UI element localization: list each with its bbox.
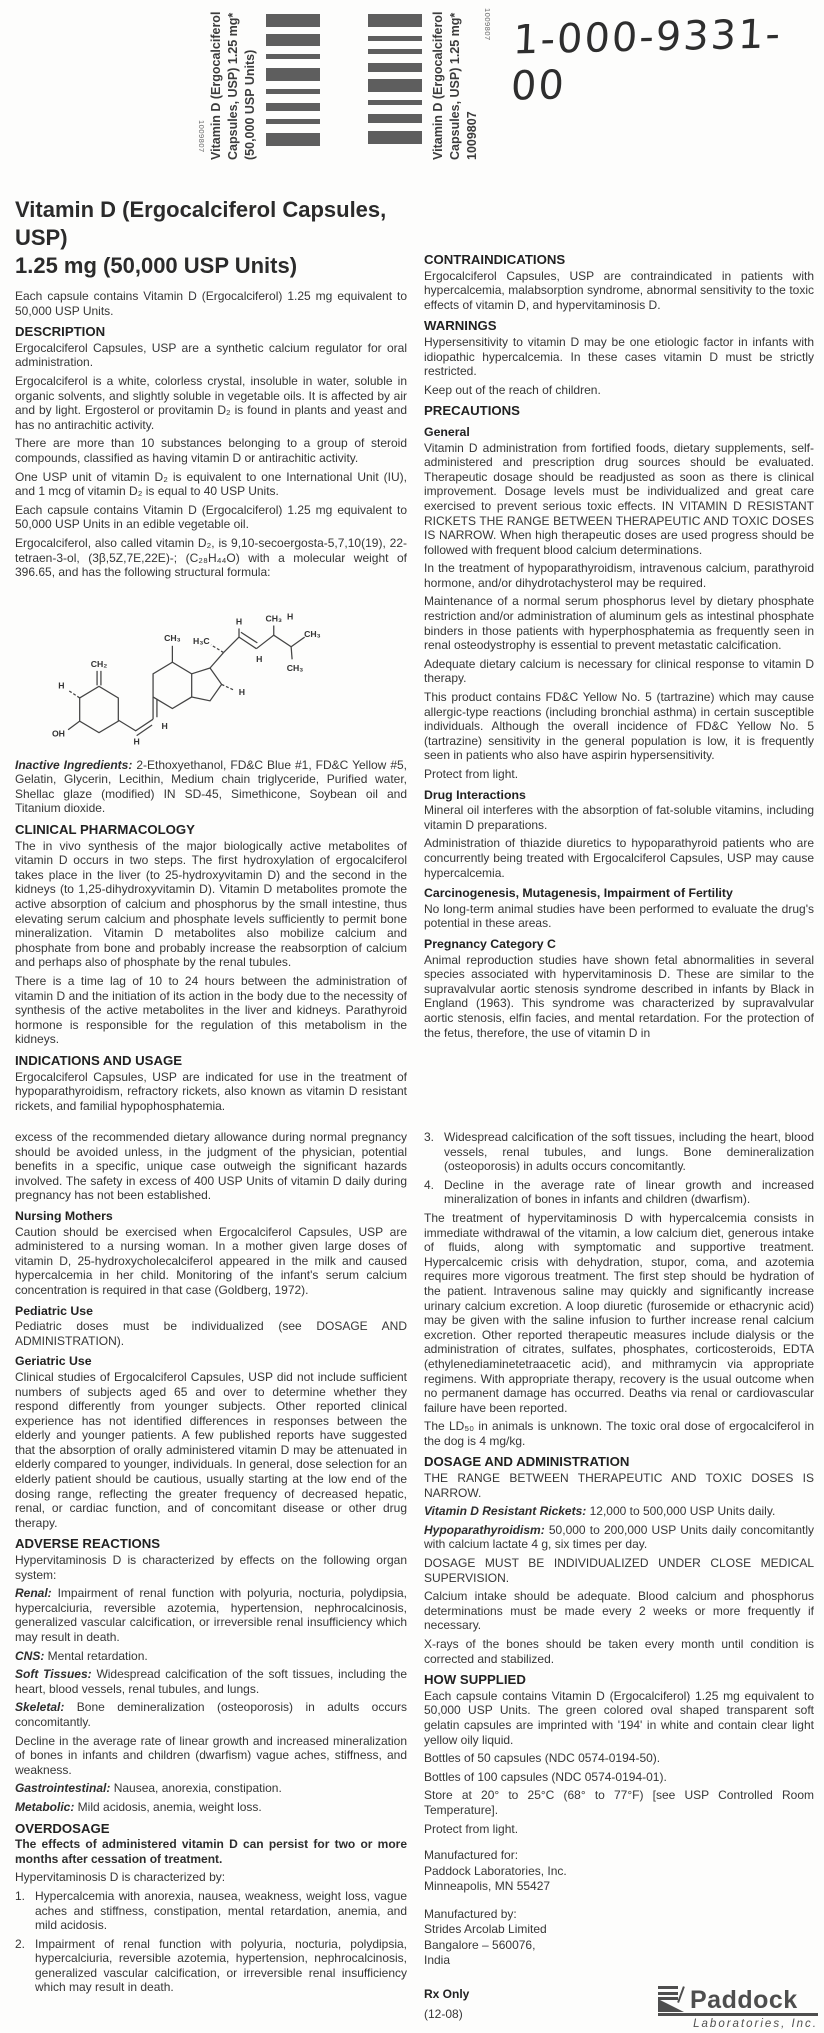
barcode-icon xyxy=(368,14,422,144)
formula-label: H xyxy=(256,653,263,664)
list-number: 2. xyxy=(15,1936,26,1951)
metabolic-text: Mild acidosis, anemia, weight loss. xyxy=(74,1799,262,1814)
description-paragraph: Ergocalciferol, also called vitamin D₂, is 9,10-secoergosta-5,7,10(19), 22-tetraen-3-ol, (3β,5Z,7E,22E)-; (C₂₈H₄₄O) with a molecular weight of 396.65, and has the following structural formula: xyxy=(15,535,407,580)
gastrointestinal-label: Gastrointestinal: xyxy=(15,1781,111,1796)
protect-from-light-note: Protect from light. xyxy=(424,767,519,781)
manufactured-by-city: Bangalore – 560076, xyxy=(424,1937,536,1952)
list-text: Decline in the average rate of linear growth and increased mineralization of bones in infants and children (dwarfism). xyxy=(444,1177,814,1207)
formula-label: H₃C xyxy=(193,635,210,646)
gastrointestinal-text: Nausea, anorexia, constipation. xyxy=(110,1781,282,1796)
hypoparathyroidism-label: Hypoparathyroidism: xyxy=(424,1522,545,1537)
description-paragraph: Each capsule contains Vitamin D (Ergocalciferol) 1.25 mg equivalent to 50,000 USP Units in an edible vegetable oil. xyxy=(15,502,407,532)
drug-interactions-paragraph: Mineral oil interferes with the absorption of fat-soluble vitamins, including vitamin D preparations. xyxy=(424,803,814,832)
soft-tissues-label: Soft Tissues: xyxy=(15,1667,92,1682)
section-heading-how-supplied: HOW SUPPLIED xyxy=(424,1672,526,1688)
list-item xyxy=(15,1937,407,1995)
description-paragraph: One USP unit of vitamin D₂ is equivalent to one International Unit (IU), and 1 mcg of vitamin D₂ is equal to 40 USP Units. xyxy=(15,469,407,499)
geriatric-paragraph: Clinical studies of Ergocalciferol Capsules, USP did not include sufficient numbers of subjects aged 65 and over to determine whether they respond differently from younger subjects. Other reported clinical experience has not identified differences in responses between the elderly and younger patients. A few published reports have suggested that the absorption of orally administered vitamin D may be attenuated in elderly compared to younger, individuals. In general, dose selection for an elderly patient should be cautious, usually starting at the low end of the dosing range, reflecting the greater frequency of decreased hepatic, renal, or cardiac function, and of concomitant disease or other drug therapy. xyxy=(15,1369,407,1530)
how-supplied-paragraph: Bottles of 100 capsules (NDC 0574-0194-01). xyxy=(424,1769,667,1784)
cns-label: CNS: xyxy=(15,1648,45,1663)
cns-text: Mental retardation. xyxy=(44,1648,148,1663)
rickets-label: Vitamin D Resistant Rickets: xyxy=(424,1504,587,1519)
adverse-metabolic-paragraph xyxy=(15,1800,407,1815)
side-label-line: Vitamin D (Ergocalciferol xyxy=(209,11,223,160)
precautions-paragraph: This product contains FD&C Yellow No. 5 (tartrazine) which may cause allergic-type reactions (including bronchial asthma) in certain susceptible individuals. Although the overall incidence of FD&C Yellow No. 5 (tartrazine) sensitivity in the general population is low, it is frequently seen in patients who also have aspirin hypersensitivity. xyxy=(424,690,814,763)
paddock-logo-top xyxy=(658,1986,818,2016)
nursing-paragraph: Caution should be exercised when Ergocalciferol Capsules, USP are administered to a nursing woman. In a mother given large doses of vitamin D, 25-hydroxycholecalciferol appeared in the milk and caused hypercalcemia in her child. Monitoring of the infant's serum calcium concentration is required in that case (Goldberg, 1972). xyxy=(15,1224,407,1297)
metabolic-label: Metabolic: xyxy=(15,1799,75,1814)
overdosage-ld50-paragraph: The LD₅₀ in animals is unknown. The toxic oral dose of ergocalciferol in the dog is 4 mg/kg. xyxy=(424,1419,814,1448)
overdosage-paragraph: Hypervitaminosis D is characterized by: xyxy=(15,1870,226,1885)
section-heading-warnings: WARNINGS xyxy=(424,318,497,334)
section-heading-indications: INDICATIONS AND USAGE xyxy=(15,1052,183,1068)
dosage-paragraph: DOSAGE MUST BE INDIVIDUALIZED UNDER CLOSE MEDICAL SUPERVISION. xyxy=(424,1556,814,1585)
list-number: 4. xyxy=(424,1177,435,1192)
flask-icon xyxy=(658,1986,690,2012)
adverse-cns-paragraph xyxy=(15,1649,407,1664)
formula-label: OH xyxy=(51,728,65,739)
section-heading-adverse-reactions: ADVERSE REACTIONS xyxy=(15,1536,161,1552)
column-upper-right xyxy=(424,246,814,1044)
subheading-drug-interactions: Drug Interactions xyxy=(424,787,526,802)
pregnancy-paragraph: Animal reproduction studies have shown fetal abnormalities in several species associated with hypervitaminosis D. These are similar to the supravalvular aortic stenosis syndrome described in infants by Black in England (1963). This syndrome was characterized by supravalvular aortic stenosis, elfin facies, and mental retardation. For the protection of the fetus, therefore, the use of vitamin D in xyxy=(424,952,814,1040)
section-heading-description: DESCRIPTION xyxy=(15,324,106,340)
title-line2: 1.25 mg (50,000 USP Units) xyxy=(15,253,298,278)
manufactured-for-name: Paddock Laboratories, Inc. xyxy=(424,1863,567,1878)
title-line1: Vitamin D (Ergocalciferol Capsules, USP) xyxy=(15,197,387,250)
list-text: Widespread calcification of the soft tissues, including the heart, blood vessels, renal tubules, and lungs. Bone demineralization (osteoporosis) in adults occurs concomitantly. xyxy=(444,1130,814,1174)
adverse-soft-tissues-paragraph xyxy=(15,1667,407,1696)
adverse-skeletal-paragraph xyxy=(15,1700,407,1729)
how-supplied-paragraph: Each capsule contains Vitamin D (Ergocalciferol) 1.25 mg equivalent to 50,000 USP Units. The green colored oval shaped transparent soft gelatin capsules are imprinted with '194' in white and contain clear light yellow oily liquid. xyxy=(424,1688,814,1747)
overdosage-bold-paragraph: The effects of administered vitamin D can persist for two or more months after cessation of treatment. xyxy=(15,1837,407,1866)
dosage-paragraph: X-rays of the bones should be taken every month until condition is corrected and stabilized. xyxy=(424,1637,814,1666)
formula-label: CH₃ xyxy=(304,628,321,639)
structural-formula-figure xyxy=(43,584,407,752)
section-heading-overdosage: OVERDOSAGE xyxy=(15,1820,110,1836)
renal-text: Impairment of renal function with polyuria, nocturia, polydipsia, hypercalciuria, reversible azotemia, hypertension, nephrocalcinosis, generalized vascular calcification, or irreversible renal insufficiency which may result in death. xyxy=(15,1586,407,1644)
column-lower-left xyxy=(15,1130,407,1999)
precautions-paragraph: Vitamin D administration from fortified foods, dietary supplements, self-administered and prescription drug sources should be evaluated. Therapeutic dosage should be readjusted as soon as there is clinical improvement. Dosage levels must be individualized and great care exercised to prevent serious toxic effects. IN VITAMIN D RESISTANT RICKETS THE RANGE BETWEEN THERAPEUTIC AND TOXIC DOSES IS NARROW. When high therapeutic doses are used progress should be followed with frequent blood calcium determinations. xyxy=(424,440,814,557)
side-label-text xyxy=(208,8,259,160)
side-label-text xyxy=(430,8,481,160)
description-paragraph: Ergocalciferol is a white, colorless crystal, insoluble in water, soluble in organic solvents, and slightly soluble in vegetable oils. It is affected by air and by light. Ergosterol or provitamin D₂ is found in plants and yeast and has no antirachitic activity. xyxy=(15,373,407,432)
handwritten-number: 1-000-9331-00 xyxy=(509,11,784,110)
precautions-paragraph: In the treatment of hypoparathyroidism, intravenous calcium, parathyroid hormone, and/or dihydrotachysterol may be required. xyxy=(424,561,814,590)
overdosage-treatment-paragraph: The treatment of hypervitaminosis D with hypercalcemia consists in immediate withdrawal of the vitamin, a low calcium diet, generous intake of fluids, along with symptomatic and supportive treatment. Hypercalcemic crisis with dehydration, stupor, coma, and azotemia requires more vigorous treatment. The first step should be hydration of the patient. Intravenous saline may quickly and significantly increase urinary calcium excretion. A loop diuretic (furosemide or ethacrynic acid) may be given with the saline infusion to further increase renal calcium excretion. Other reported therapeutic measures include dialysis or the administration of citrates, sulfates, phosphates, corticosteroids, EDTA (ethylenediaminetetraacetic acid), and mithramycin via appropriate regimens. With appropriate therapy, recovery is the usual outcome when no permanent damage has occurred. Deaths via renal or cardiovascular failure have been reported. xyxy=(424,1210,814,1415)
pregnancy-continuation-paragraph: excess of the recommended dietary allowance during normal pregnancy should be avoided unless, in the judgment of the physician, potential benefits in a specific, unique case outweigh the significant hazards involved. The safety in excess of 400 USP Units of vitamin D daily during pregnancy has not been established. xyxy=(15,1130,407,1203)
label-code: 1009807 xyxy=(197,120,206,153)
date-code: (12-08) xyxy=(424,2007,463,2022)
subheading-carcinogenesis: Carcinogenesis, Mutagenesis, Impairment of Fertility xyxy=(424,886,733,901)
column-upper-left xyxy=(15,196,407,1117)
side-label-line: 1009807 xyxy=(465,111,479,160)
inactive-ingredients-paragraph xyxy=(15,758,407,816)
dosage-paragraph: THE RANGE BETWEEN THERAPEUTIC AND TOXIC DOSES IS NARROW. xyxy=(424,1471,814,1500)
subheading-general: General xyxy=(424,424,470,439)
inactive-ingredients-text: 2-Ethoxyethanol, FD&C Blue #1, FD&C Yellow #5, Gelatin, Glycerin, Lecithin, Medium chain triglyceride, Purified water, Shellac glaze (modified) IN SD-45, Simethicone, Soybean oil and Titanium dioxide. xyxy=(15,757,407,816)
formula-label: CH₃ xyxy=(265,613,283,624)
subheading-nursing-mothers: Nursing Mothers xyxy=(15,1208,113,1223)
renal-label: Renal: xyxy=(15,1586,52,1601)
skeletal-text: Bone demineralization (osteoporosis) in adults occurs concomitantly. xyxy=(15,1700,407,1729)
subheading-geriatric-use: Geriatric Use xyxy=(15,1354,92,1369)
dosage-rickets-paragraph xyxy=(424,1504,814,1519)
formula-label: H xyxy=(133,735,140,746)
clinical-paragraph: There is a time lag of 10 to 24 hours between the administration of vitamin D and the initiation of its action in the body due to the necessity of synthesis of the active metabolites in the liver and kidneys. Parathyroid hormone is responsible for the regulation of this metabolism in the kidneys. xyxy=(15,974,407,1047)
list-text: Hypercalcemia with anorexia, nausea, weakness, weight loss, vague aches and stiffness, constipation, mental retardation, anemia, and mild acidosis. xyxy=(35,1888,407,1933)
carcinogenesis-paragraph: No long-term animal studies have been performed to evaluate the drug's potential in these areas. xyxy=(424,901,814,931)
precautions-paragraph: Maintenance of a normal serum phosphorus level by dietary phosphate restriction and/or administration of aluminum gels as intestinal phosphate binders in those patients with hyperphosphatemia as frequently seen in renal osteodystrophy is essential to prevent metastatic calcification. xyxy=(424,594,814,653)
logo-company-subtitle: Laboratories, Inc. xyxy=(693,2018,818,2030)
hypoparathyroidism-text: 50,000 to 200,000 USP Units daily concomitantly with calcium lactate 4 g, six times per day. xyxy=(424,1522,814,1552)
protect-from-light-note: Protect from light. xyxy=(424,1821,519,1836)
rx-only-label: Rx Only xyxy=(424,1986,470,2001)
soft-tissues-text: Widespread calcification of the soft tissues, including the heart, blood vessels, renal tubules, and lungs. xyxy=(15,1667,407,1696)
formula-label: H xyxy=(287,611,294,622)
side-label-line: Capsules, USP) 1.25 mg* xyxy=(448,12,462,160)
barcode-icon xyxy=(266,14,320,146)
section-heading-contraindications: CONTRAINDICATIONS xyxy=(424,252,566,267)
subheading-pediatric-use: Pediatric Use xyxy=(15,1303,93,1318)
list-item xyxy=(15,1889,407,1933)
adverse-paragraph: Hypervitaminosis D is characterized by effects on the following organ system: xyxy=(15,1553,407,1582)
pediatric-paragraph: Pediatric doses must be individualized (see DOSAGE AND ADMINISTRATION). xyxy=(15,1319,407,1348)
ergocalciferol-structure-drawing xyxy=(43,584,323,752)
description-paragraph: There are more than 10 substances belonging to a group of steroid compounds, classified as having vitamin D or antirachitic activity. xyxy=(15,436,407,465)
subheading-pregnancy-category-c: Pregnancy Category C xyxy=(424,936,556,951)
section-heading-dosage: DOSAGE AND ADMINISTRATION xyxy=(424,1454,630,1470)
list-item xyxy=(424,1130,814,1174)
formula-label: H xyxy=(161,720,168,731)
list-number: 1. xyxy=(15,1888,26,1903)
precautions-paragraph: Adequate dietary calcium is necessary for clinical response to vitamin D therapy. xyxy=(424,656,814,686)
manufactured-for-city: Minneapolis, MN 55427 xyxy=(424,1879,551,1894)
side-label-line: Vitamin D (Ergocalciferol xyxy=(431,11,445,160)
paddock-logo xyxy=(658,1986,818,2030)
description-paragraph: Ergocalciferol Capsules, USP are a synthetic calcium regulator for oral administration. xyxy=(15,340,407,370)
manufactured-by-name: Strides Arcolab Limited xyxy=(424,1922,547,1937)
label-code: 1009807 xyxy=(483,8,492,41)
side-label-line: (50,000 USP Units) xyxy=(243,49,257,160)
clinical-paragraph: The in vivo synthesis of the major biologically active metabolites of vitamin D occurs in two steps. The first hydroxylation of ergocalciferol takes place in the liver (to 25-hydroxyvitamin D) and the second in the kidneys (to 1,25-dihydroxyvitamin D). Vitamin D metabolites promote the active absorption of calcium and phosphorus by the small intestine, thus elevating serum calcium and phosphate levels sufficiently to permit bone mineralization. Vitamin D metabolites also mobilize calcium and phosphate from bone and probably increase the reabsorption of calcium and perhaps also of phosphate by the renal tubules. xyxy=(15,838,407,970)
list-text: Impairment of renal function with polyuria, nocturia, polydipsia, hypercalciuria, reversible azotemia, hypertension, nephrocalcinosis, generalized vascular calcification, or irreversible renal insufficiency which may result in death. xyxy=(35,1936,407,1995)
warnings-paragraph: Hypersensitivity to vitamin D may be one etiologic factor in infants with idiopathic hypercalcemia. In these cases vitamin D must be strictly restricted. xyxy=(424,334,814,379)
adverse-gi-paragraph xyxy=(15,1781,407,1796)
contraindications-paragraph: Ergocalciferol Capsules, USP are contraindicated in patients with hypercalcemia, malabsorption syndrome, abnormal sensitivity to the toxic effects of vitamin D, and hypervitaminosis D. xyxy=(424,268,814,312)
formula-label: CH₂ xyxy=(90,658,108,669)
list-number: 3. xyxy=(424,1130,435,1144)
manufactured-by-country: India xyxy=(424,1953,451,1968)
section-heading-precautions: PRECAUTIONS xyxy=(424,403,520,419)
formula-label: H xyxy=(238,686,246,697)
formula-label: H xyxy=(235,616,243,627)
dosage-hypoparathyroidism-paragraph xyxy=(424,1523,814,1552)
formula-label: H xyxy=(58,679,65,690)
adverse-paragraph: Decline in the average rate of linear growth and increased mineralization of bones in infants and children (dwarfism) vague aches, stiffness, and weakness. xyxy=(15,1733,407,1777)
drug-interactions-paragraph: Administration of thiazide diuretics to hypoparathyroid patients who are concurrently being treated with Ergocalciferol Capsules, USP may cause hypercalcemia. xyxy=(424,836,814,880)
formula-label: CH₃ xyxy=(164,632,181,643)
rickets-text: 12,000 to 500,000 USP Units daily. xyxy=(586,1504,776,1519)
warnings-paragraph: Keep out of the reach of children. xyxy=(424,382,601,397)
how-supplied-paragraph: Bottles of 50 capsules (NDC 0574-0194-50). xyxy=(424,1751,661,1766)
manufactured-by-block xyxy=(424,1907,814,1969)
dosage-paragraph: Calcium intake should be adequate. Blood calcium and phosphorus determinations must be made every 2 weeks or more frequently if necessary. xyxy=(424,1589,814,1633)
formula-label: CH₃ xyxy=(286,662,304,673)
flask-lines xyxy=(658,1986,690,2000)
manufactured-for-block xyxy=(424,1848,814,1895)
section-heading-clinical-pharmacology: CLINICAL PHARMACOLOGY xyxy=(15,822,195,838)
flask-triangle xyxy=(658,1999,684,2012)
manufactured-for-label: Manufactured for: xyxy=(424,1848,519,1863)
manufactured-by-label: Manufactured by: xyxy=(424,1906,517,1921)
logo-company-name: Paddock xyxy=(690,1986,798,2014)
skeletal-label: Skeletal: xyxy=(15,1700,65,1715)
inactive-ingredients-label: Inactive Ingredients: xyxy=(15,757,133,772)
intro-paragraph: Each capsule contains Vitamin D (Ergocalciferol) 1.25 mg equivalent to 50,000 USP Units. xyxy=(15,289,407,318)
page-title xyxy=(15,196,407,280)
how-supplied-paragraph: Store at 20° to 25°C (68° to 77°F) [see USP Controlled Room Temperature]. xyxy=(424,1788,814,1817)
adverse-renal-paragraph xyxy=(15,1586,407,1644)
indications-paragraph: Ergocalciferol Capsules, USP are indicated for use in the treatment of hypoparathyroidism, refractory rickets, also known as vitamin D resistant rickets, and familial hypophosphatemia. xyxy=(15,1069,407,1113)
side-label-line: Capsules, USP) 1.25 mg* xyxy=(226,12,240,160)
column-lower-right xyxy=(424,1130,814,2022)
list-item xyxy=(424,1178,814,1207)
